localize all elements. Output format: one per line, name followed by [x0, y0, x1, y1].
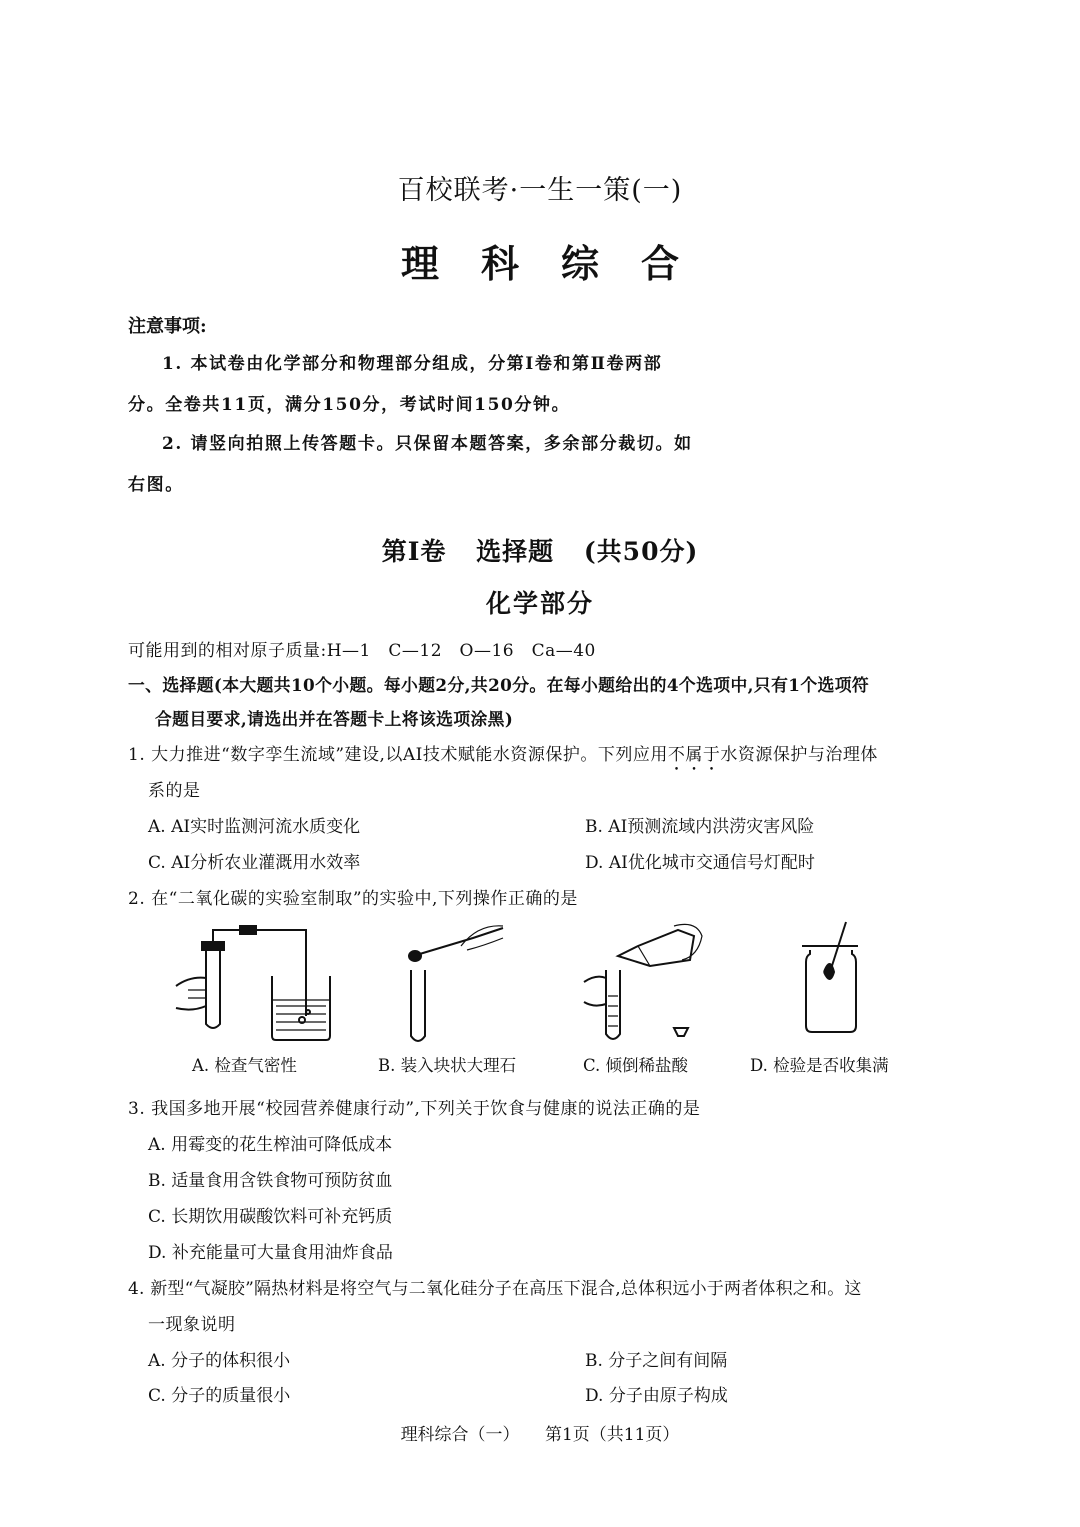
q4-option-a: A. 分子的体积很小: [148, 1351, 291, 1371]
page-footer: [0, 1420, 1080, 1445]
q4-stem-b: 一现象说明: [148, 1315, 236, 1335]
atomic-masses: 可能用到的相对原子质量:H—1 C—12 O—16 Ca—40: [128, 641, 596, 661]
q1-stem: [128, 740, 878, 775]
q2-option-a: A. 检查气密性: [192, 1056, 297, 1075]
q4-option-b: B. 分子之间有间隔: [585, 1351, 728, 1371]
notice-line-4: 右图。: [128, 475, 184, 495]
q1-option-d: D. AI优化城市交通信号灯配时: [585, 853, 815, 873]
exam-title: 理科综合: [400, 241, 721, 286]
q2-option-c: C. 倾倒稀盐酸: [583, 1056, 689, 1075]
instructions-line-2: 合题目要求,请选出并在答题卡上将该选项涂黑): [155, 709, 514, 729]
q3-option-b: B. 适量食用含铁食物可预防贫血: [148, 1171, 393, 1191]
airtightness-check-illustration: [168, 916, 348, 1050]
volume-label: 第Ⅰ卷: [381, 537, 447, 566]
section-title: [0, 532, 1080, 568]
section-score: (共50分): [583, 537, 699, 566]
exam-subtitle: 百校联考·一生一策(一): [397, 175, 683, 206]
loading-marble-illustration: [383, 916, 513, 1050]
q1-option-b: B. AI预测流域内洪涝灾害风险: [585, 817, 815, 837]
q3-option-a: A. 用霉变的花生榨油可降低成本: [148, 1135, 393, 1155]
q2-option-d: D. 检验是否收集满: [750, 1056, 889, 1075]
q1-option-c: C. AI分析农业灌溉用水效率: [148, 853, 361, 873]
footer-page-number: 第1页（共11页）: [544, 1425, 680, 1445]
question-type-label: 选择题: [476, 537, 555, 566]
q2-option-b: B. 装入块状大理石: [378, 1056, 517, 1075]
instructions-line-1: 一、选择题(本大题共10个小题。每小题2分,共20分。在每小题给出的4个选项中,只有1个选项符: [128, 675, 870, 695]
notice-heading: 注意事项:: [128, 316, 207, 337]
q1-stem-c: 系的是: [148, 781, 201, 801]
q3-stem: 3. 我国多地开展“校园营养健康行动”,下列关于饮食与健康的说法正确的是: [128, 1099, 701, 1119]
pouring-acid-illustration: [578, 916, 728, 1050]
q2-figure: [168, 916, 928, 1052]
notice-line-3: 2. 请竖向拍照上传答题卡。只保留本题答案，多余部分裁切。如: [162, 434, 693, 454]
notice-line-2: 分。全卷共11页，满分150分，考试时间150分钟。: [128, 395, 571, 415]
q4-option-d: D. 分子由原子构成: [585, 1386, 728, 1406]
part-title: 化学部分: [485, 589, 594, 618]
q4-stem-a: 4. 新型“气凝胶”隔热材料是将空气与二氧化硅分子在高压下混合,总体积远小于两者体积之和。这: [128, 1279, 862, 1299]
q1-option-a: A. AI实时监测河流水质变化: [148, 817, 361, 837]
q1-stem-b: 水资源保护与治理体: [720, 745, 878, 765]
q1-stem-a: 1. 大力推进“数字孪生流域”建设,以AI技术赋能水资源保护。下列应用: [128, 745, 668, 765]
q1-stem-emphasis: 不属于: [667, 745, 721, 765]
footer-subject: 理科综合（一）: [400, 1425, 520, 1445]
notice-line-1: 1. 本试卷由化学部分和物理部分组成，分第Ⅰ卷和第Ⅱ卷两部: [162, 354, 663, 374]
full-collection-check-illustration: [788, 916, 918, 1050]
q3-option-c: C. 长期饮用碳酸饮料可补充钙质: [148, 1207, 393, 1227]
q2-stem: 2. 在“二氧化碳的实验室制取”的实验中,下列操作正确的是: [128, 889, 578, 909]
q4-option-c: C. 分子的质量很小: [148, 1386, 291, 1406]
q3-option-d: D. 补充能量可大量食用油炸食品: [148, 1243, 393, 1263]
